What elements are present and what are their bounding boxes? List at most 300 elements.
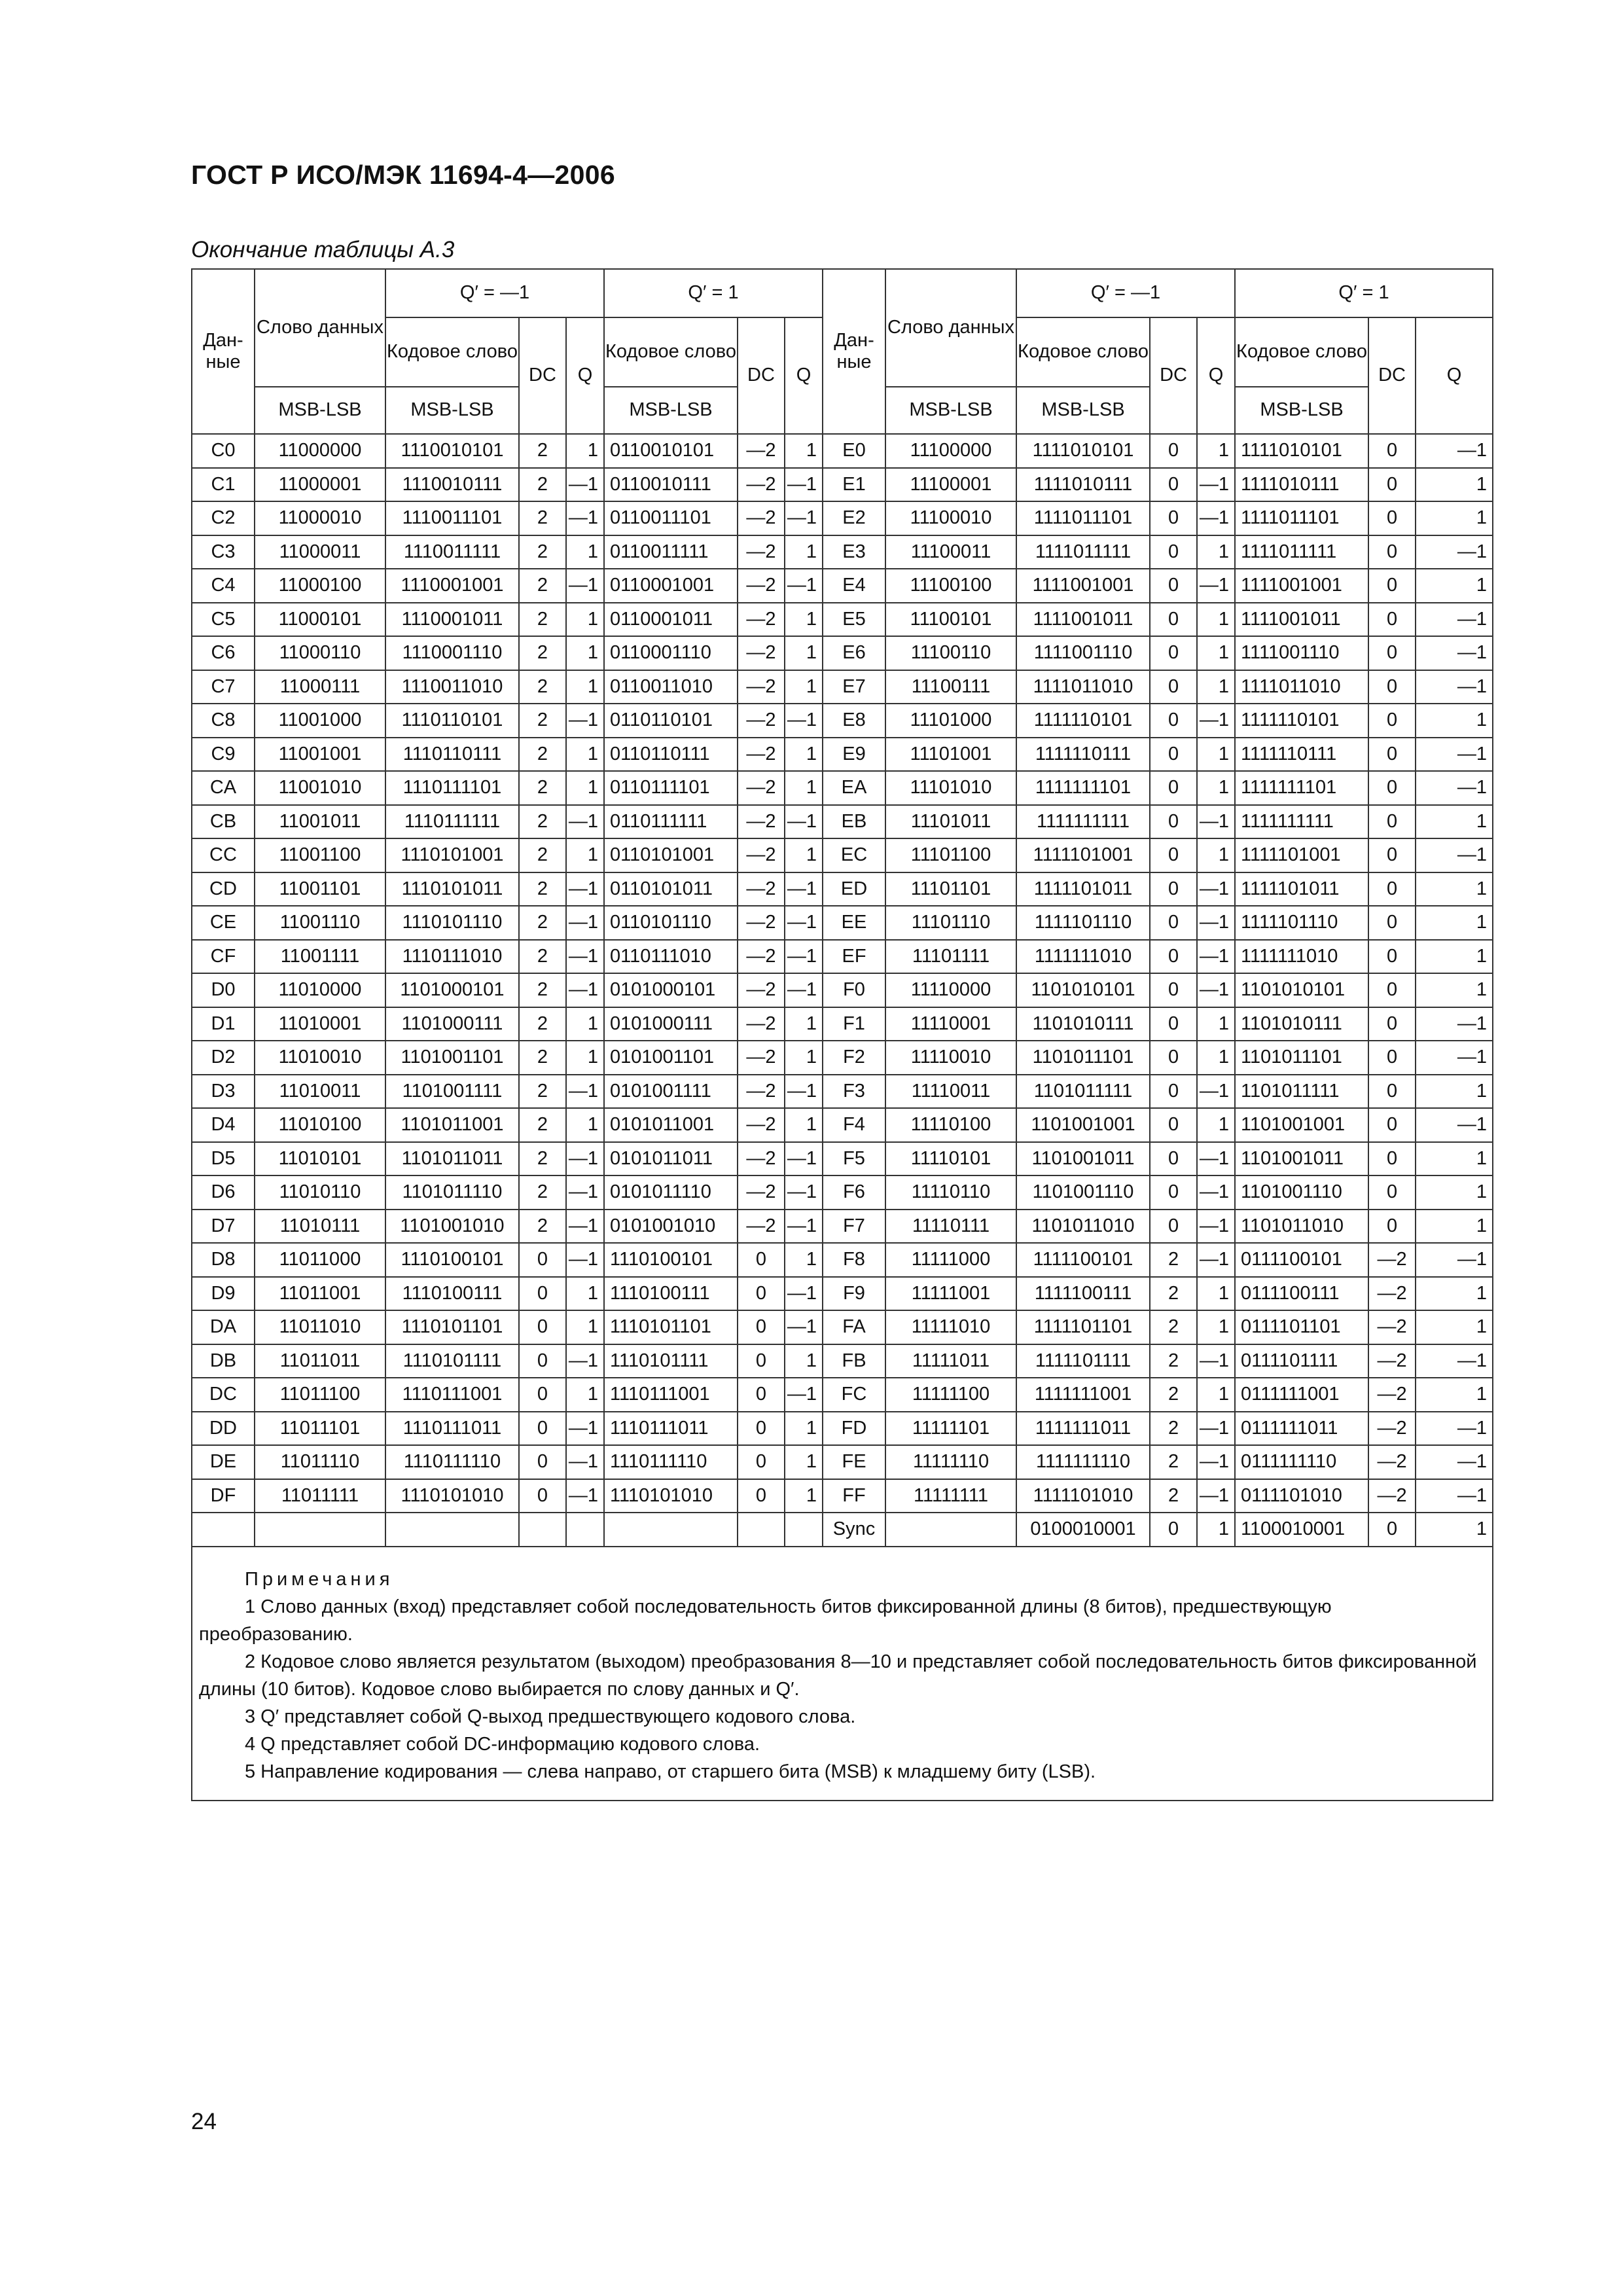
cell-q-qp: —1 xyxy=(785,704,823,738)
cell-data-byte: F8 xyxy=(823,1243,885,1277)
cell-data-word: 11001000 xyxy=(255,704,385,738)
header-qplus-right: Q′ = 1 xyxy=(1235,269,1493,317)
table-row xyxy=(192,1210,1493,1244)
cell-data-word: 11010100 xyxy=(255,1108,385,1142)
cell-dc-qm: 0 xyxy=(519,1412,566,1446)
cell-dc-qp: 0 xyxy=(1368,670,1416,704)
cell-codeword-qp: 1110100101 xyxy=(604,1243,738,1277)
cell-codeword-qm: 1110001011 xyxy=(385,603,519,637)
cell-codeword-qm: 1110101001 xyxy=(385,838,519,872)
table-row xyxy=(192,468,1493,502)
cell-dc-qm: 2 xyxy=(519,704,566,738)
cell-dc-qm: 0 xyxy=(519,1310,566,1344)
cell-codeword-qm: 1101001011 xyxy=(1016,1142,1150,1176)
cell-data-word: 11000001 xyxy=(255,468,385,502)
cell-codeword-qm: 1111011101 xyxy=(1016,501,1150,535)
cell-dc-qp: 0 xyxy=(1368,1142,1416,1176)
cell-dc-qp: 0 xyxy=(1368,1108,1416,1142)
header-codeword: Кодовое слово xyxy=(1235,317,1368,387)
cell-codeword-qm: 1110111110 xyxy=(385,1445,519,1479)
cell-q-qm: —1 xyxy=(566,1445,604,1479)
cell-q-qm: 1 xyxy=(1197,434,1235,468)
cell-q-qm: 1 xyxy=(1197,1108,1235,1142)
cell-q-qm: 1 xyxy=(1197,1277,1235,1311)
cell-q-qm: —1 xyxy=(566,872,604,906)
cell-data-word: 11111001 xyxy=(885,1277,1016,1311)
cell-data-word: 11111111 xyxy=(885,1479,1016,1513)
cell-codeword-qm: 1110110101 xyxy=(385,704,519,738)
cell-dc-qm: 0 xyxy=(1150,704,1197,738)
cell-q-qm: —1 xyxy=(566,468,604,502)
cell-dc-qp: 0 xyxy=(1368,468,1416,502)
cell-data-word: 11110111 xyxy=(885,1210,1016,1244)
cell-data-byte: DD xyxy=(192,1412,255,1446)
cell-codeword-qp: 1110101101 xyxy=(604,1310,738,1344)
table-row xyxy=(192,940,1493,974)
cell-data-byte: F3 xyxy=(823,1075,885,1109)
cell-data-byte: CC xyxy=(192,838,255,872)
cell-dc-qm: 0 xyxy=(1150,636,1197,670)
cell-codeword-qm: 1110011101 xyxy=(385,501,519,535)
cell-q-qm: —1 xyxy=(566,973,604,1007)
cell-data-byte: C0 xyxy=(192,434,255,468)
cell-codeword-qp: 0110111010 xyxy=(604,940,738,974)
cell-q-qp: —1 xyxy=(1416,1412,1493,1446)
cell-data-word: 11110101 xyxy=(885,1142,1016,1176)
cell-data-byte: F1 xyxy=(823,1007,885,1041)
header-data-right: Дан-ные xyxy=(823,269,885,434)
cell-dc-qm: 0 xyxy=(1150,738,1197,772)
cell-data-word: 11011101 xyxy=(255,1412,385,1446)
cell-data-byte: F0 xyxy=(823,973,885,1007)
cell-q-qp: 1 xyxy=(1416,906,1493,940)
cell-q-qp: —1 xyxy=(785,1210,823,1244)
cell-codeword-qm: 1101001001 xyxy=(1016,1108,1150,1142)
header-q: Q xyxy=(785,317,823,434)
header-msb-lsb: MSB-LSB xyxy=(1235,387,1368,434)
cell-dc-qm: 0 xyxy=(1150,1041,1197,1075)
cell-dc-qm: 2 xyxy=(519,1175,566,1210)
cell-dc-qp: 0 xyxy=(1368,771,1416,805)
cell-dc-qm: 2 xyxy=(519,872,566,906)
cell-codeword-qp: 1110101111 xyxy=(604,1344,738,1378)
cell-codeword-qp: 1101001110 xyxy=(1235,1175,1368,1210)
cell-q-qp: 1 xyxy=(785,838,823,872)
cell-codeword-qm: 1110111111 xyxy=(385,805,519,839)
cell-q-qp: —1 xyxy=(785,1142,823,1176)
cell-q-qm: 1 xyxy=(566,636,604,670)
cell-codeword-qp: 0110101011 xyxy=(604,872,738,906)
cell-dc-qp: —2 xyxy=(1368,1378,1416,1412)
cell-data-word: 11011110 xyxy=(255,1445,385,1479)
cell-data-byte: D4 xyxy=(192,1108,255,1142)
cell-codeword-qp: 1110100111 xyxy=(604,1277,738,1311)
cell-data-word: 11100100 xyxy=(885,569,1016,603)
cell-codeword-qp: 0101011110 xyxy=(604,1175,738,1210)
cell-codeword-qm: 1110110111 xyxy=(385,738,519,772)
cell-data-byte: E8 xyxy=(823,704,885,738)
cell-q-qp: —1 xyxy=(1416,636,1493,670)
cell-q-qp: 1 xyxy=(785,1445,823,1479)
cell-q-qp: 1 xyxy=(1416,805,1493,839)
table-row xyxy=(192,535,1493,569)
cell-data-word: 11000010 xyxy=(255,501,385,535)
cell-data-byte: FB xyxy=(823,1344,885,1378)
cell-data-word: 11001110 xyxy=(255,906,385,940)
cell-codeword-qp: 0111111110 xyxy=(1235,1445,1368,1479)
cell-data-word: 11111100 xyxy=(885,1378,1016,1412)
cell-data-byte: E7 xyxy=(823,670,885,704)
cell-dc-qp: —2 xyxy=(738,569,785,603)
cell-codeword-qp: 0110001001 xyxy=(604,569,738,603)
cell-data-byte: E4 xyxy=(823,569,885,603)
cell-dc-qm: 2 xyxy=(519,1075,566,1109)
header-word-left: Слово данных xyxy=(255,269,385,387)
cell-data-byte: FA xyxy=(823,1310,885,1344)
cell-q-qp: 1 xyxy=(785,603,823,637)
cell-codeword-qp: 0101011001 xyxy=(604,1108,738,1142)
cell-data-byte: FE xyxy=(823,1445,885,1479)
cell-data-byte: E2 xyxy=(823,501,885,535)
cell-dc-qp: —2 xyxy=(738,468,785,502)
cell-q-qm: —1 xyxy=(1197,1445,1235,1479)
cell-dc-qm: 2 xyxy=(519,434,566,468)
cell-q-qp: 1 xyxy=(1416,1310,1493,1344)
cell-codeword-qm: 1111110111 xyxy=(1016,738,1150,772)
cell-codeword-qm: 1110101110 xyxy=(385,906,519,940)
header-qminus-left: Q′ = —1 xyxy=(385,269,604,317)
table-row xyxy=(192,1277,1493,1311)
cell-q-qp: 1 xyxy=(1416,1142,1493,1176)
cell-dc-qm: 0 xyxy=(519,1277,566,1311)
cell-q-qm: —1 xyxy=(566,906,604,940)
page-number: 24 xyxy=(191,2109,217,2134)
cell-data-word: 11111011 xyxy=(885,1344,1016,1378)
cell-dc-qm: 0 xyxy=(1150,434,1197,468)
cell-data-word: 11010011 xyxy=(255,1075,385,1109)
cell-q-qp: 1 xyxy=(785,670,823,704)
cell-data-word: 11001001 xyxy=(255,738,385,772)
cell-codeword-qp: 1111101011 xyxy=(1235,872,1368,906)
cell-data-word: 11010010 xyxy=(255,1041,385,1075)
notes-heading: Примечания xyxy=(245,1568,394,1590)
cell-codeword-qp: 1110101010 xyxy=(604,1479,738,1513)
table-row xyxy=(192,569,1493,603)
table-row xyxy=(192,501,1493,535)
cell-q-qp: —1 xyxy=(785,468,823,502)
cell-q-qp: —1 xyxy=(1416,1007,1493,1041)
cell-q-qm: —1 xyxy=(1197,1175,1235,1210)
cell-data-word: 11101001 xyxy=(885,738,1016,772)
cell-q-qp: 1 xyxy=(1416,501,1493,535)
cell-q-qm: —1 xyxy=(1197,906,1235,940)
cell-dc-qp: —2 xyxy=(738,906,785,940)
cell-q-qp: 1 xyxy=(1416,468,1493,502)
cell-codeword-qm: 1111111001 xyxy=(1016,1378,1150,1412)
header-codeword: Кодовое слово xyxy=(604,317,738,387)
cell-codeword-qp: 1101011010 xyxy=(1235,1210,1368,1244)
cell-q-qp: 1 xyxy=(1416,1175,1493,1210)
cell-dc-qm: 0 xyxy=(1150,838,1197,872)
cell-q-qp: —1 xyxy=(785,940,823,974)
cell-data-byte: EB xyxy=(823,805,885,839)
cell-dc-qm: 2 xyxy=(1150,1412,1197,1446)
cell-data-byte: E0 xyxy=(823,434,885,468)
cell-data-word: 11101000 xyxy=(885,704,1016,738)
cell-dc-qm: 0 xyxy=(519,1344,566,1378)
cell-codeword-qm: 1101011110 xyxy=(385,1175,519,1210)
table-row xyxy=(192,704,1493,738)
cell-codeword-qp: 1111011010 xyxy=(1235,670,1368,704)
cell-dc-qp: —2 xyxy=(738,1142,785,1176)
header-q: Q xyxy=(566,317,604,434)
cell-codeword-qm: 1111101011 xyxy=(1016,872,1150,906)
cell-codeword-qm: 1101010111 xyxy=(1016,1007,1150,1041)
cell-dc-qm: 0 xyxy=(519,1445,566,1479)
cell-codeword-qm: 1111011111 xyxy=(1016,535,1150,569)
cell-q-qm: —1 xyxy=(1197,1344,1235,1378)
cell-codeword-qm: 1110111011 xyxy=(385,1412,519,1446)
cell-q-qp: —1 xyxy=(1416,738,1493,772)
cell-dc-qp: 0 xyxy=(1368,501,1416,535)
cell-q-qm: 1 xyxy=(1197,771,1235,805)
table-caption: Окончание таблицы А.3 xyxy=(191,237,455,262)
cell-q-qm: —1 xyxy=(1197,1142,1235,1176)
cell-codeword-qm: 1110111101 xyxy=(385,771,519,805)
cell-data-byte: E5 xyxy=(823,603,885,637)
cell-data-word: 11100010 xyxy=(885,501,1016,535)
table-row xyxy=(192,1344,1493,1378)
table-row xyxy=(192,906,1493,940)
cell-codeword-qm: 1110111010 xyxy=(385,940,519,974)
header-msb-lsb: MSB-LSB xyxy=(604,387,738,434)
cell-data-byte: EE xyxy=(823,906,885,940)
cell-q-qm: —1 xyxy=(1197,1479,1235,1513)
cell-data-byte: D8 xyxy=(192,1243,255,1277)
cell-q-qp: 1 xyxy=(785,434,823,468)
cell-data-byte: E6 xyxy=(823,636,885,670)
table-row xyxy=(192,738,1493,772)
cell-codeword-qm: 1101011111 xyxy=(1016,1075,1150,1109)
cell-codeword-qm: 1111100101 xyxy=(1016,1243,1150,1277)
cell-codeword-qp: 1101010111 xyxy=(1235,1007,1368,1041)
cell-codeword-qm: 1110010111 xyxy=(385,468,519,502)
cell-dc-qp: —2 xyxy=(738,670,785,704)
cell-q-qp: —1 xyxy=(1416,838,1493,872)
cell-dc-qm: 2 xyxy=(519,973,566,1007)
cell-data-word xyxy=(885,1513,1016,1547)
cell-data-byte: DA xyxy=(192,1310,255,1344)
cell-dc-qp: 0 xyxy=(738,1378,785,1412)
cell-data-byte: C3 xyxy=(192,535,255,569)
cell-q-qm: —1 xyxy=(566,1243,604,1277)
cell-codeword-qm: 1110100111 xyxy=(385,1277,519,1311)
cell-data-word: 11101100 xyxy=(885,838,1016,872)
cell-data-byte: FF xyxy=(823,1479,885,1513)
header-codeword: Кодовое слово xyxy=(385,317,519,387)
cell-data-byte: F9 xyxy=(823,1277,885,1311)
cell-codeword-qp: 0110011010 xyxy=(604,670,738,704)
table-row xyxy=(192,1007,1493,1041)
note-item: 2 Кодовое слово является результатом (выходом) преобразования 8—10 и представляет собой последовательность битов фиксированной длины (10 битов). Кодовое слово выбирается по слову данных и Q′. xyxy=(199,1651,1477,1700)
cell-q-qm: —1 xyxy=(1197,501,1235,535)
cell-codeword-qm: 1111101001 xyxy=(1016,838,1150,872)
cell-data-byte: D9 xyxy=(192,1277,255,1311)
cell-codeword-qp: 0111111001 xyxy=(1235,1378,1368,1412)
cell-q-qm: —1 xyxy=(566,1075,604,1109)
cell-data-word: 11111110 xyxy=(885,1445,1016,1479)
header-qminus-right: Q′ = —1 xyxy=(1016,269,1235,317)
cell-q-qp: —1 xyxy=(1416,434,1493,468)
cell-q-qp: 1 xyxy=(785,738,823,772)
cell-codeword-qm: 1110001001 xyxy=(385,569,519,603)
cell-dc-qp: 0 xyxy=(738,1479,785,1513)
cell-dc-qp: 0 xyxy=(1368,1041,1416,1075)
cell-q-qm: 1 xyxy=(1197,670,1235,704)
cell-codeword-qm: 1111111111 xyxy=(1016,805,1150,839)
cell-data-word: 11110010 xyxy=(885,1041,1016,1075)
encoding-table xyxy=(191,268,1493,1801)
cell-dc-qp: —2 xyxy=(738,704,785,738)
cell-data-byte: C6 xyxy=(192,636,255,670)
cell-q-qp: 1 xyxy=(1416,1513,1493,1547)
cell-dc-qp: 0 xyxy=(1368,603,1416,637)
cell-dc-qp: —2 xyxy=(738,771,785,805)
header-codeword: Кодовое слово xyxy=(1016,317,1150,387)
cell-q-qp: —1 xyxy=(1416,1479,1493,1513)
cell-data-byte: Sync xyxy=(823,1513,885,1547)
note-item: 5 Направление кодирования — слева направо, от старшего бита (MSB) к младшему биту (LSB). xyxy=(245,1761,1096,1782)
cell-codeword-qp: 1101001001 xyxy=(1235,1108,1368,1142)
cell-dc-qp: —2 xyxy=(738,603,785,637)
cell-dc-qm: 2 xyxy=(519,771,566,805)
cell-codeword-qm: 1111010101 xyxy=(1016,434,1150,468)
cell-dc-qm: 0 xyxy=(1150,1210,1197,1244)
cell-q-qp: 1 xyxy=(785,636,823,670)
header-msb-lsb: MSB-LSB xyxy=(385,387,519,434)
cell-codeword-qp: 0110101110 xyxy=(604,906,738,940)
cell-q-qp: 1 xyxy=(1416,1277,1493,1311)
cell-dc-qm: 2 xyxy=(519,738,566,772)
note-item: 4 Q представляет собой DC-информацию кодового слова. xyxy=(245,1733,760,1755)
cell-codeword-qp: 0110010111 xyxy=(604,468,738,502)
cell-dc-qp: 0 xyxy=(1368,569,1416,603)
cell-q-qm: 1 xyxy=(1197,1041,1235,1075)
cell-q-qp: —1 xyxy=(785,569,823,603)
cell-data-byte: E1 xyxy=(823,468,885,502)
cell-codeword-qp: 1111001011 xyxy=(1235,603,1368,637)
table-row xyxy=(192,1075,1493,1109)
cell-data-word: 11100011 xyxy=(885,535,1016,569)
cell-data-word: 11101101 xyxy=(885,872,1016,906)
cell-codeword-qp: 1111011101 xyxy=(1235,501,1368,535)
header-word-right: Слово данных xyxy=(885,269,1016,387)
cell-data-word: 11110001 xyxy=(885,1007,1016,1041)
cell-q-qp: —1 xyxy=(785,1075,823,1109)
cell-codeword-qm: 1101001010 xyxy=(385,1210,519,1244)
header-q: Q xyxy=(1197,317,1235,434)
cell-data-byte xyxy=(192,1513,255,1547)
cell-data-byte: DB xyxy=(192,1344,255,1378)
cell-dc-qm: 0 xyxy=(1150,973,1197,1007)
cell-q-qm: 1 xyxy=(566,603,604,637)
cell-codeword-qp: 0111100101 xyxy=(1235,1243,1368,1277)
cell-dc-qp: —2 xyxy=(738,1075,785,1109)
cell-q-qm: —1 xyxy=(1197,1243,1235,1277)
cell-q-qp: 1 xyxy=(785,1344,823,1378)
cell-q-qp: 1 xyxy=(785,1479,823,1513)
header-data-left: Дан-ные xyxy=(192,269,255,434)
cell-q-qp: —1 xyxy=(1416,603,1493,637)
cell-q-qm: —1 xyxy=(1197,1210,1235,1244)
table-row xyxy=(192,670,1493,704)
cell-q-qm: —1 xyxy=(566,1479,604,1513)
cell-q-qp: 1 xyxy=(785,1243,823,1277)
cell-dc-qm: 0 xyxy=(1150,535,1197,569)
cell-codeword-qp: 1111101001 xyxy=(1235,838,1368,872)
cell-q-qp: —1 xyxy=(1416,1243,1493,1277)
cell-data-byte: EF xyxy=(823,940,885,974)
cell-q-qp: —1 xyxy=(1416,670,1493,704)
cell-dc-qm: 2 xyxy=(519,906,566,940)
cell-dc-qm: 0 xyxy=(1150,1075,1197,1109)
cell-q-qp: 1 xyxy=(1416,704,1493,738)
table-row xyxy=(192,636,1493,670)
cell-data-byte: E3 xyxy=(823,535,885,569)
cell-q-qm: 1 xyxy=(566,771,604,805)
cell-dc-qp: —2 xyxy=(738,434,785,468)
cell-q-qp: —1 xyxy=(785,805,823,839)
cell-dc-qp: 0 xyxy=(1368,636,1416,670)
cell-dc-qm: 2 xyxy=(519,636,566,670)
cell-dc-qm: 2 xyxy=(519,1041,566,1075)
cell-q-qm: —1 xyxy=(566,1344,604,1378)
cell-codeword-qp: 1101011101 xyxy=(1235,1041,1368,1075)
table-container xyxy=(191,268,1492,1801)
cell-q-qm: —1 xyxy=(1197,468,1235,502)
cell-data-word: 11010000 xyxy=(255,973,385,1007)
cell-codeword-qm: 1110101011 xyxy=(385,872,519,906)
cell-dc-qp: 0 xyxy=(1368,805,1416,839)
cell-data-word: 11001100 xyxy=(255,838,385,872)
cell-data-byte: C7 xyxy=(192,670,255,704)
cell-q-qp: —1 xyxy=(1416,771,1493,805)
cell-q-qp: —1 xyxy=(785,872,823,906)
cell-dc-qp: —2 xyxy=(1368,1412,1416,1446)
cell-data-byte: C4 xyxy=(192,569,255,603)
cell-q-qm: 1 xyxy=(1197,738,1235,772)
table-row xyxy=(192,838,1493,872)
cell-q-qp: —1 xyxy=(785,1310,823,1344)
cell-q-qm: 1 xyxy=(566,670,604,704)
cell-codeword-qm: 1101001101 xyxy=(385,1041,519,1075)
cell-q-qm: 1 xyxy=(566,535,604,569)
cell-codeword-qm: 1101011010 xyxy=(1016,1210,1150,1244)
cell-dc-qm: 0 xyxy=(1150,569,1197,603)
cell-data-word xyxy=(255,1513,385,1547)
cell-data-byte: C9 xyxy=(192,738,255,772)
cell-dc-qp: 0 xyxy=(1368,704,1416,738)
cell-codeword-qm: 1101000101 xyxy=(385,973,519,1007)
cell-data-byte: C1 xyxy=(192,468,255,502)
cell-q-qm: 1 xyxy=(566,1041,604,1075)
cell-codeword-qp: 0110111101 xyxy=(604,771,738,805)
cell-dc-qp: —2 xyxy=(738,872,785,906)
cell-dc-qp: —2 xyxy=(1368,1344,1416,1378)
cell-dc-qm: 0 xyxy=(1150,501,1197,535)
cell-data-word: 11000101 xyxy=(255,603,385,637)
cell-q-qp: 1 xyxy=(1416,872,1493,906)
